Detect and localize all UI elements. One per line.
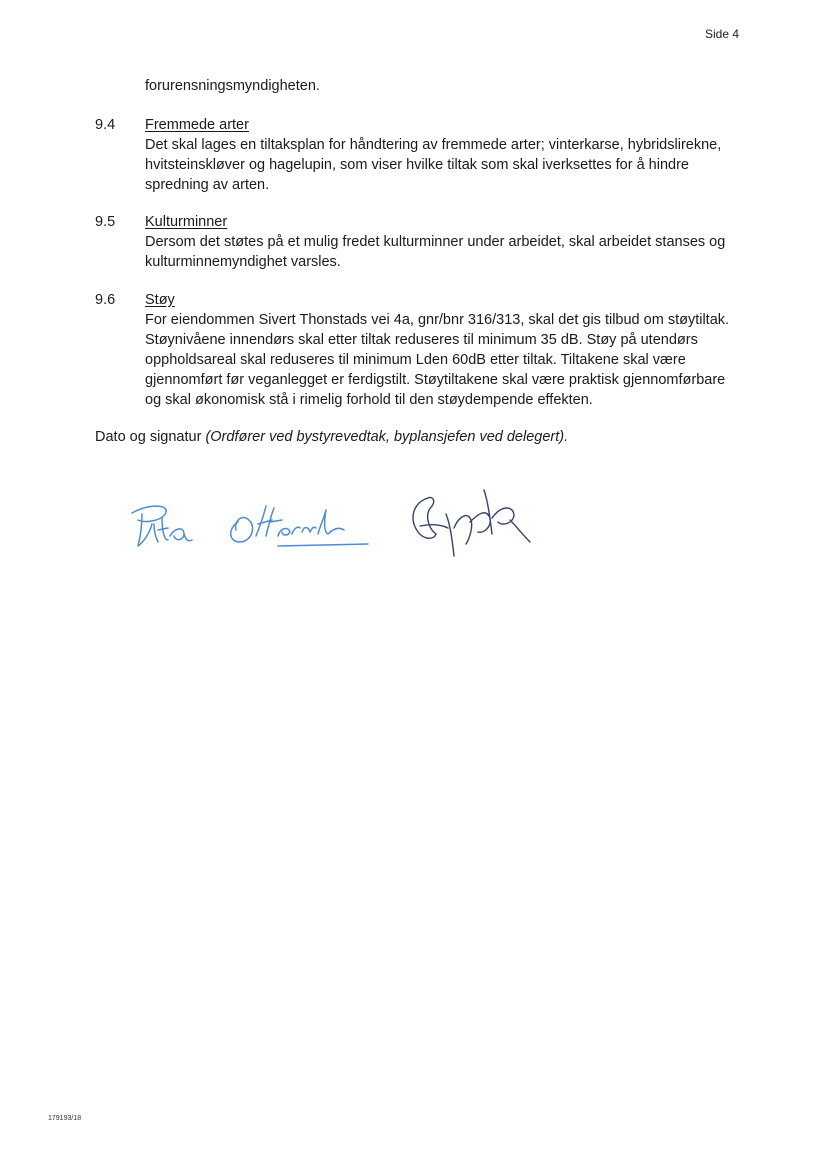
section-content (145, 212, 745, 272)
section-title: Fremmede arter (145, 117, 249, 133)
signature-mark-1 (132, 506, 368, 546)
section-body: For eiendommen Sivert Thonstads vei 4a, gnr/bnr 316/313, skal det gis tilbud om støytiltak. Støynivåene innendørs skal etter tiltak reduseres til minimum 35 dB. Støy på utendørs oppholdsareal skal reduseres til minimum Lden 60dB etter tiltak. Tiltakene skal være gjennomført før veganlegget er ferdigstilt. Støytiltakene skal være praktisk gjennomførbare og skal økonomisk stå i rimelig forhold til den støydempende effekten. (145, 312, 730, 408)
signature-line (95, 427, 568, 447)
signature-note: (Ordfører ved bystyrevedtak, byplansjefen ved delegert). (205, 429, 569, 445)
signature-label: Dato og signatur (95, 429, 202, 445)
section-number: 9.4 (95, 117, 116, 133)
signature-mark-2 (413, 490, 530, 556)
section-number: 9.5 (95, 214, 116, 230)
section-body: Det skal lages en tiltaksplan for håndtering av fremmede arter; vinterkarse, hybridslirekne, hvitsteinskløver og hagelupin, som viser hvilke tiltak som skal iverksettes for å hindre spredning av arten. (145, 137, 722, 193)
section-content (145, 290, 745, 410)
section-title: Kulturminner (145, 214, 228, 230)
section-title: Støy (145, 292, 175, 308)
intro-line: forurensningsmyndigheten. (145, 78, 320, 94)
section-content (145, 115, 745, 195)
page-number: Side 4 (705, 27, 740, 41)
handwritten-signatures (118, 478, 548, 573)
section-body: Dersom det støtes på et mulig fredet kulturminner under arbeidet, skal arbeidet stanses og kulturminnemyndighet varsles. (145, 234, 726, 270)
document-reference: 179193/18 (48, 1115, 82, 1122)
section-number: 9.6 (95, 292, 116, 308)
